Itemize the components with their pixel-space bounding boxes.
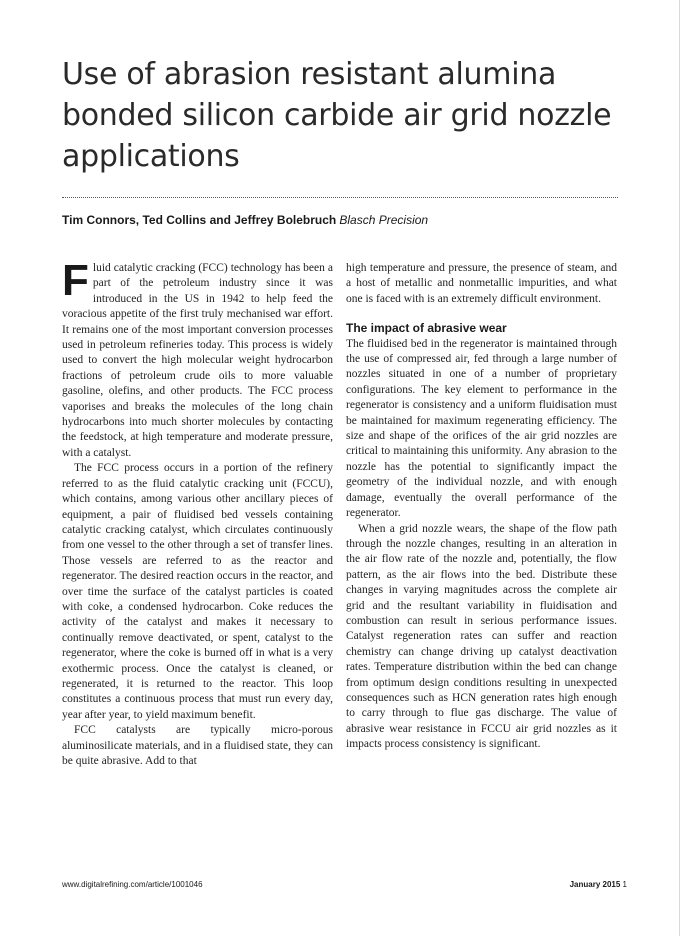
paragraph-text: luid catalytic cracking (FCC) technology has been a part of the petroleum industry since it was introduced in the US in 1942 to help feed the voracious appetite of the first truly mechanised war effort. It remains one of the most important conversion processes used in petroleum refineries today. This process is widely used to convert the high molecular weight hydrocarbon fractions of petroleum crude oils to more valuable gasoline, olefins, and other products. The FCC process vaporises and breaks the molecules of the long chain hydrocarbons into much shorter molecules by contacting the feedstock, at high temperature and moderate pressure, with a catalyst. xyxy=(62,262,333,459)
author-names: Tim Connors, Ted Collins and Jeffrey Bolebruch xyxy=(62,213,337,227)
byline xyxy=(62,212,622,228)
body-paragraph: The FCC process occurs in a portion of the refinery referred to as the fluid catalytic cracking unit (FCCU), which contains, among various other ancillary pieces of equipment, a pair of fluidised bed vessels containing catalytic cracking catalyst, which circulates continuously from one vessel to the other through a set of transfer lines. Those vessels are referred to as the reactor and regenerator. The desired reaction occurs in the reactor, and over time the surface of the catalyst particles is coated with coke, a condensed hydrocarbon. Coke reduces the activity of the catalyst and makes it necessary to continually remove deactivated, or spent, catalyst to the regenerator, where the coke is burned off in what is a very exothermic process. Once the catalyst is cleaned, or regenerated, it is returned to the reactor. This loop constitutes a continuous process that must run every day, year after year, to yield maximum benefit. xyxy=(62,462,333,721)
body-paragraph: The fluidised bed in the regenerator is maintained through the use of compressed air, fed through a large number of nozzles situated in one of a number of proprietary configurations. The key element to performance in the regenerator is consistency and a uniform fluidisation must be maintained for maximum regenerating efficiency. The size and shape of the orifices of the air grid nozzles are critical to maintaining this uniformity. Any abrasion to the nozzle has the potential to significantly impact the geometry of the individual nozzle, and with enough damage, eventually the overall performance of the regenerator. xyxy=(346,337,617,520)
footer-page-info xyxy=(570,880,627,890)
body-column-right xyxy=(346,261,617,753)
article-title: Use of abrasion resistant alumina bonded silicon carbide air grid nozzle applications xyxy=(62,57,612,174)
drop-cap: F xyxy=(62,256,89,305)
footer-url: www.digitalrefining.com/article/1001046 xyxy=(62,880,203,889)
body-paragraph xyxy=(62,256,333,461)
section-heading: The impact of abrasive wear xyxy=(346,321,507,336)
body-paragraph: FCC catalysts are typically micro-porous aluminosilicate materials, and in a fluidised state, they can be quite abrasive. Add to that xyxy=(62,724,333,767)
author-affiliation: Blasch Precision xyxy=(339,213,429,227)
page-number: 1 xyxy=(622,880,627,889)
body-column-left xyxy=(62,256,333,769)
footer-date: January 2015 xyxy=(569,880,621,889)
body-paragraph-continued: high temperature and pressure, the presence of steam, and a host of metallic and nonmetallic impurities, and what one is faced with is an extremely difficult environment. xyxy=(346,262,617,305)
body-paragraph: When a grid nozzle wears, the shape of the flow path through the nozzle changes, resulting in an alteration in the air flow rate of the nozzle and, potentially, the flow pattern, as the air flows into the bed. Distribute these changes in varying magnitudes across the complete air grid and the resultant variability in fluidisation and combustion can result in serious performance issues. Catalyst regeneration rates can suffer and reaction chemistry can change driving up catalyst deactivation rates. Temperature distribution within the bed can change from optimum design conditions resulting in unexpected consequences such as HCN generation rates high enough to carry through to flue gas discharge. The value of abrasive wear resistance in FCCU air grid nozzles as it impacts process consistency is significant. xyxy=(346,522,617,751)
title-divider xyxy=(62,197,618,198)
